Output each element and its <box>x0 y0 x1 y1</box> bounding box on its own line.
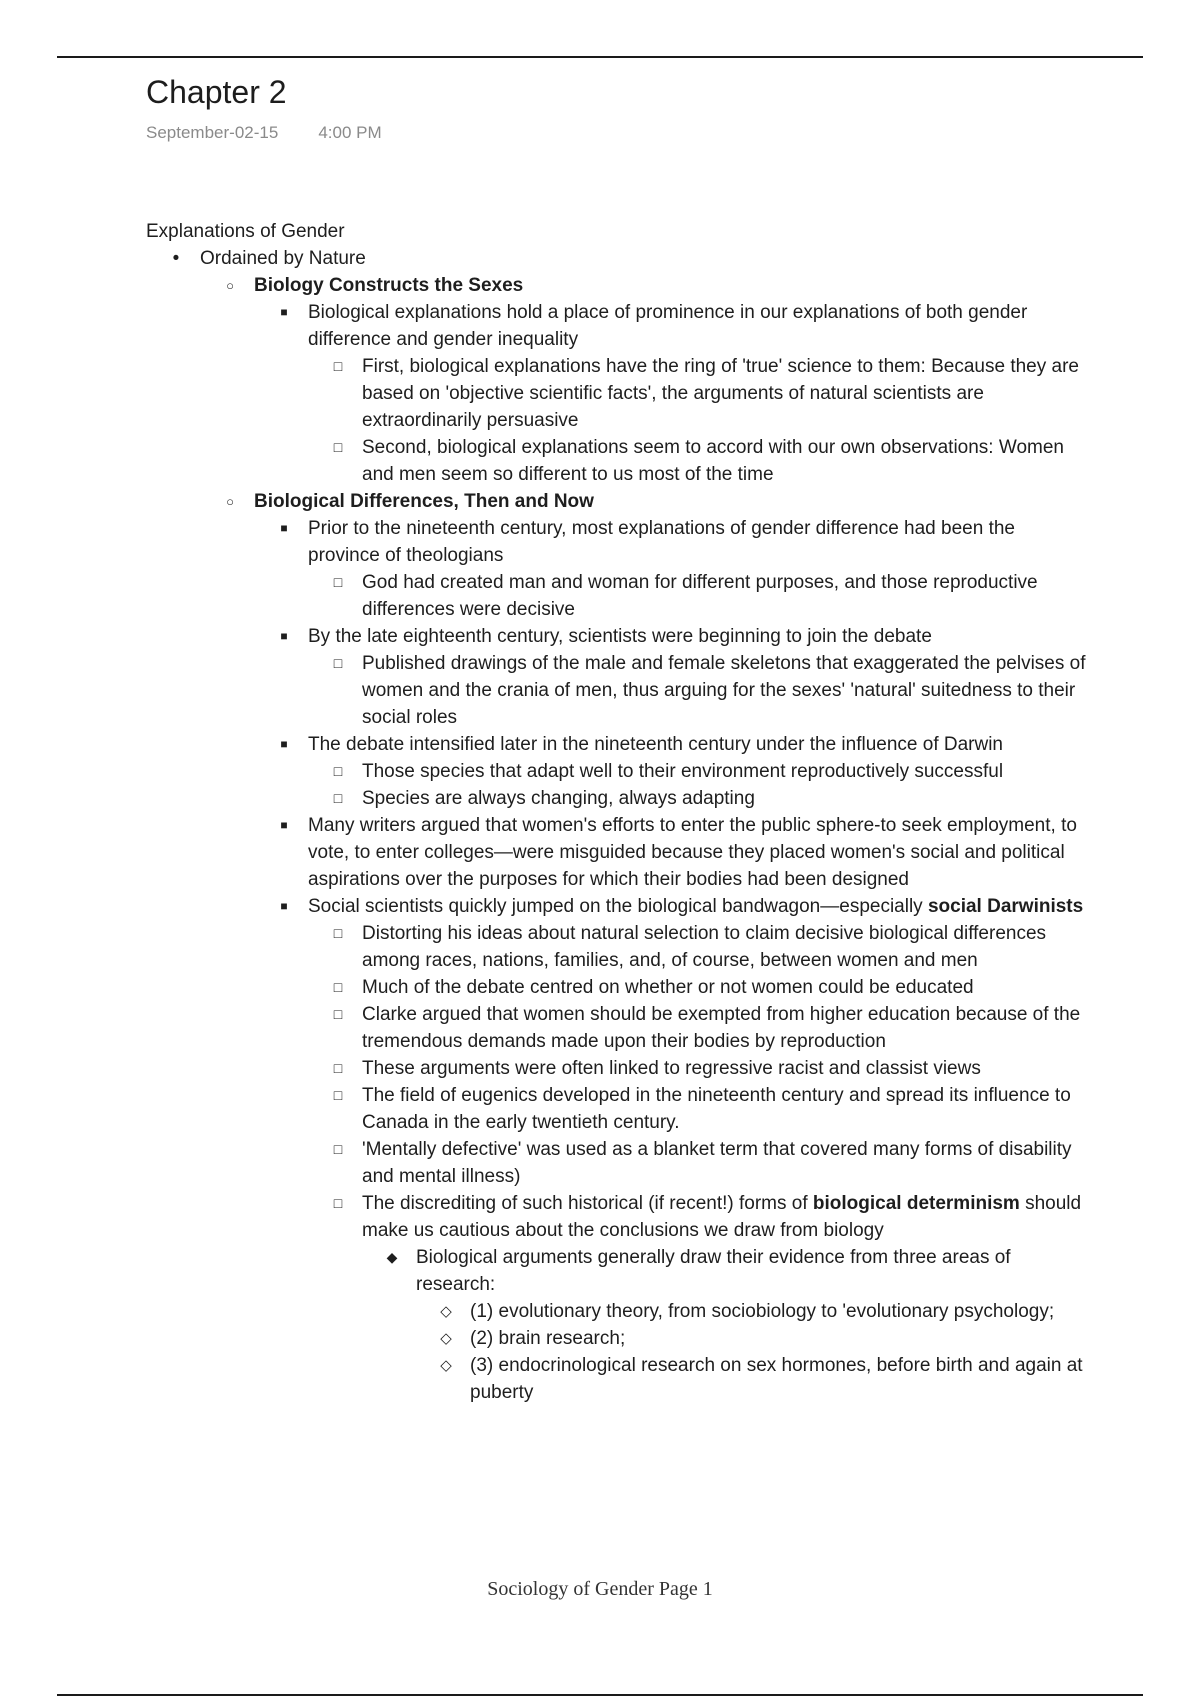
page-title: Chapter 2 <box>146 74 287 110</box>
outline-item <box>254 812 1086 893</box>
bullet-circle-icon: ○ <box>226 494 234 509</box>
outline-text: Published drawings of the male and female skeletons that exaggerated the pelvises of women and the crania of men, thus arguing for the sexes' 'natural' suitedness to their social roles <box>362 653 1086 728</box>
bullet-hollow-square-icon: □ <box>333 763 343 779</box>
outline-text: Social scientists quickly jumped on the biological bandwagon—especially <box>308 896 928 917</box>
outline-text: Much of the debate centred on whether or not women could be educated <box>362 977 974 998</box>
bullet-hollow-square-icon: □ <box>333 1087 343 1103</box>
top-rule <box>57 56 1143 58</box>
outline-text: The discrediting of such historical (if recent!) forms of <box>362 1193 813 1214</box>
outline-item <box>308 650 1086 731</box>
bullet-hollow-square-icon: □ <box>333 1006 343 1022</box>
outline-text: Many writers argued that women's efforts to enter the public sphere-to seek employment, to vote, to enter colleges—were misguided because they placed women's social and political aspirations over the purposes for which their bodies had been designed <box>308 815 1077 890</box>
outline-item <box>308 353 1086 434</box>
outline-item <box>308 1082 1086 1136</box>
page-date: September-02-15 <box>146 123 279 142</box>
outline-text: (2) brain research; <box>470 1328 626 1349</box>
bullet-hollow-square-icon: □ <box>333 790 343 806</box>
outline-level-4 <box>308 650 1086 731</box>
bullet-hollow-square-icon: □ <box>333 1060 343 1076</box>
outline-text: Biological arguments generally draw their evidence from three areas of research: <box>416 1247 1011 1295</box>
outline-item <box>254 515 1086 623</box>
outline-level-1 <box>146 245 1086 1406</box>
outline-item <box>200 272 1086 488</box>
bullet-hollow-square-icon: □ <box>333 574 343 590</box>
outline-text: Biological explanations hold a place of prominence in our explanations of both gender difference and gender inequality <box>308 302 1028 350</box>
subsection-heading: Biology Constructs the Sexes <box>254 275 524 296</box>
outline-text: (1) evolutionary theory, from sociobiology to 'evolutionary psychology; <box>470 1301 1055 1322</box>
outline-level-4 <box>308 758 1086 812</box>
outline-text: Second, biological explanations seem to accord with our own observations: Women and men seem so different to us most of the time <box>362 437 1064 485</box>
outline-text: Distorting his ideas about natural selection to claim decisive biological differences among races, nations, families, and, of course, between women and men <box>362 923 1047 971</box>
outline-item <box>308 1055 1086 1082</box>
note-body <box>146 218 1086 1406</box>
outline-text: God had created man and woman for different purposes, and those reproductive differences were decisive <box>362 572 1038 620</box>
outline-level-4 <box>308 920 1086 1406</box>
outline-level-6 <box>416 1298 1086 1406</box>
outline-item <box>308 569 1086 623</box>
outline-item <box>254 299 1086 488</box>
outline-item <box>308 1190 1086 1406</box>
bullet-circle-icon: ○ <box>226 278 234 293</box>
bullet-hollow-square-icon: □ <box>333 439 343 455</box>
outline-level-2 <box>200 272 1086 1406</box>
subsection-heading: Biological Differences, Then and Now <box>254 491 594 512</box>
bullet-hollow-square-icon: □ <box>333 1195 343 1211</box>
outline-item <box>416 1352 1086 1406</box>
outline-level-5 <box>362 1244 1086 1406</box>
outline-text: Prior to the nineteenth century, most explanations of gender difference had been the province of theologians <box>308 518 1015 566</box>
outline-level-3 <box>254 515 1086 1406</box>
outline-item <box>254 893 1086 1406</box>
bullet-square-icon: ■ <box>280 737 288 751</box>
bullet-hollow-square-icon: □ <box>333 1141 343 1157</box>
outline-item <box>308 920 1086 974</box>
key-term: social Darwinists <box>927 896 1084 917</box>
outline-text: (3) endocrinological research on sex hormones, before birth and again at puberty <box>470 1355 1083 1403</box>
outline-item <box>308 434 1086 488</box>
bottom-rule <box>57 1694 1143 1696</box>
outline-text: should make us cautious about the conclusions we draw from biology <box>362 1193 1082 1241</box>
bullet-hollow-square-icon: □ <box>333 655 343 671</box>
outline-item <box>146 245 1086 1406</box>
outline-level-4 <box>308 569 1086 623</box>
outline-item <box>308 785 1086 812</box>
bullet-disc-icon: • <box>172 248 180 269</box>
outline-item <box>308 1136 1086 1190</box>
outline-item <box>200 488 1086 1406</box>
outline-level-4 <box>308 353 1086 488</box>
outline-text: The field of eugenics developed in the nineteenth century and spread its influence to Canada in the early twentieth century. <box>362 1085 1071 1133</box>
outline-text: Clarke argued that women should be exempted from higher education because of the tremendous demands made upon their bodies by reproduction <box>362 1004 1081 1052</box>
outline-text: Species are always changing, always adapting <box>362 788 755 809</box>
bullet-hollow-square-icon: □ <box>333 979 343 995</box>
outline-text: 'Mentally defective' was used as a blanket term that covered many forms of disability and mental illness) <box>362 1139 1072 1187</box>
outline-text: Those species that adapt well to their environment reproductively successful <box>362 761 1004 782</box>
bullet-square-icon: ■ <box>280 305 288 319</box>
key-term: biological determinism <box>812 1193 1020 1214</box>
bullet-diamond-icon: ◆ <box>386 1249 398 1265</box>
page-footer: Sociology of Gender Page 1 <box>487 1578 713 1600</box>
outline-text: Ordained by Nature <box>200 248 366 269</box>
page-time: 4:00 PM <box>318 123 382 142</box>
outline-item <box>308 974 1086 1001</box>
bullet-hollow-diamond-icon: ◇ <box>440 1357 452 1374</box>
bullet-hollow-square-icon: □ <box>333 925 343 941</box>
bullet-hollow-square-icon: □ <box>333 358 343 374</box>
outline-level-3 <box>254 299 1086 488</box>
outline-text: These arguments were often linked to regressive racist and classist views <box>362 1058 981 1079</box>
outline-text: First, biological explanations have the ring of 'true' science to them: Because they are based on 'objective scientific facts', the arguments of natural scientists are extraordinarily persuasive <box>362 356 1079 431</box>
outline-item <box>416 1298 1086 1325</box>
outline-item <box>254 731 1086 812</box>
bullet-hollow-diamond-icon: ◇ <box>440 1330 452 1347</box>
outline-text: By the late eighteenth century, scientists were beginning to join the debate <box>308 626 932 647</box>
bullet-square-icon: ■ <box>280 899 288 913</box>
bullet-square-icon: ■ <box>280 818 288 832</box>
bullet-hollow-diamond-icon: ◇ <box>440 1303 452 1320</box>
outline-item <box>254 623 1086 731</box>
bullet-square-icon: ■ <box>280 629 288 643</box>
bullet-square-icon: ■ <box>280 521 288 535</box>
outline-item <box>308 758 1086 785</box>
outline-item <box>308 1001 1086 1055</box>
outline-item <box>362 1244 1086 1406</box>
outline-item <box>416 1325 1086 1352</box>
section-heading: Explanations of Gender <box>146 221 345 242</box>
outline-text: The debate intensified later in the nineteenth century under the influence of Darwin <box>308 734 1004 755</box>
page-meta <box>146 123 382 143</box>
